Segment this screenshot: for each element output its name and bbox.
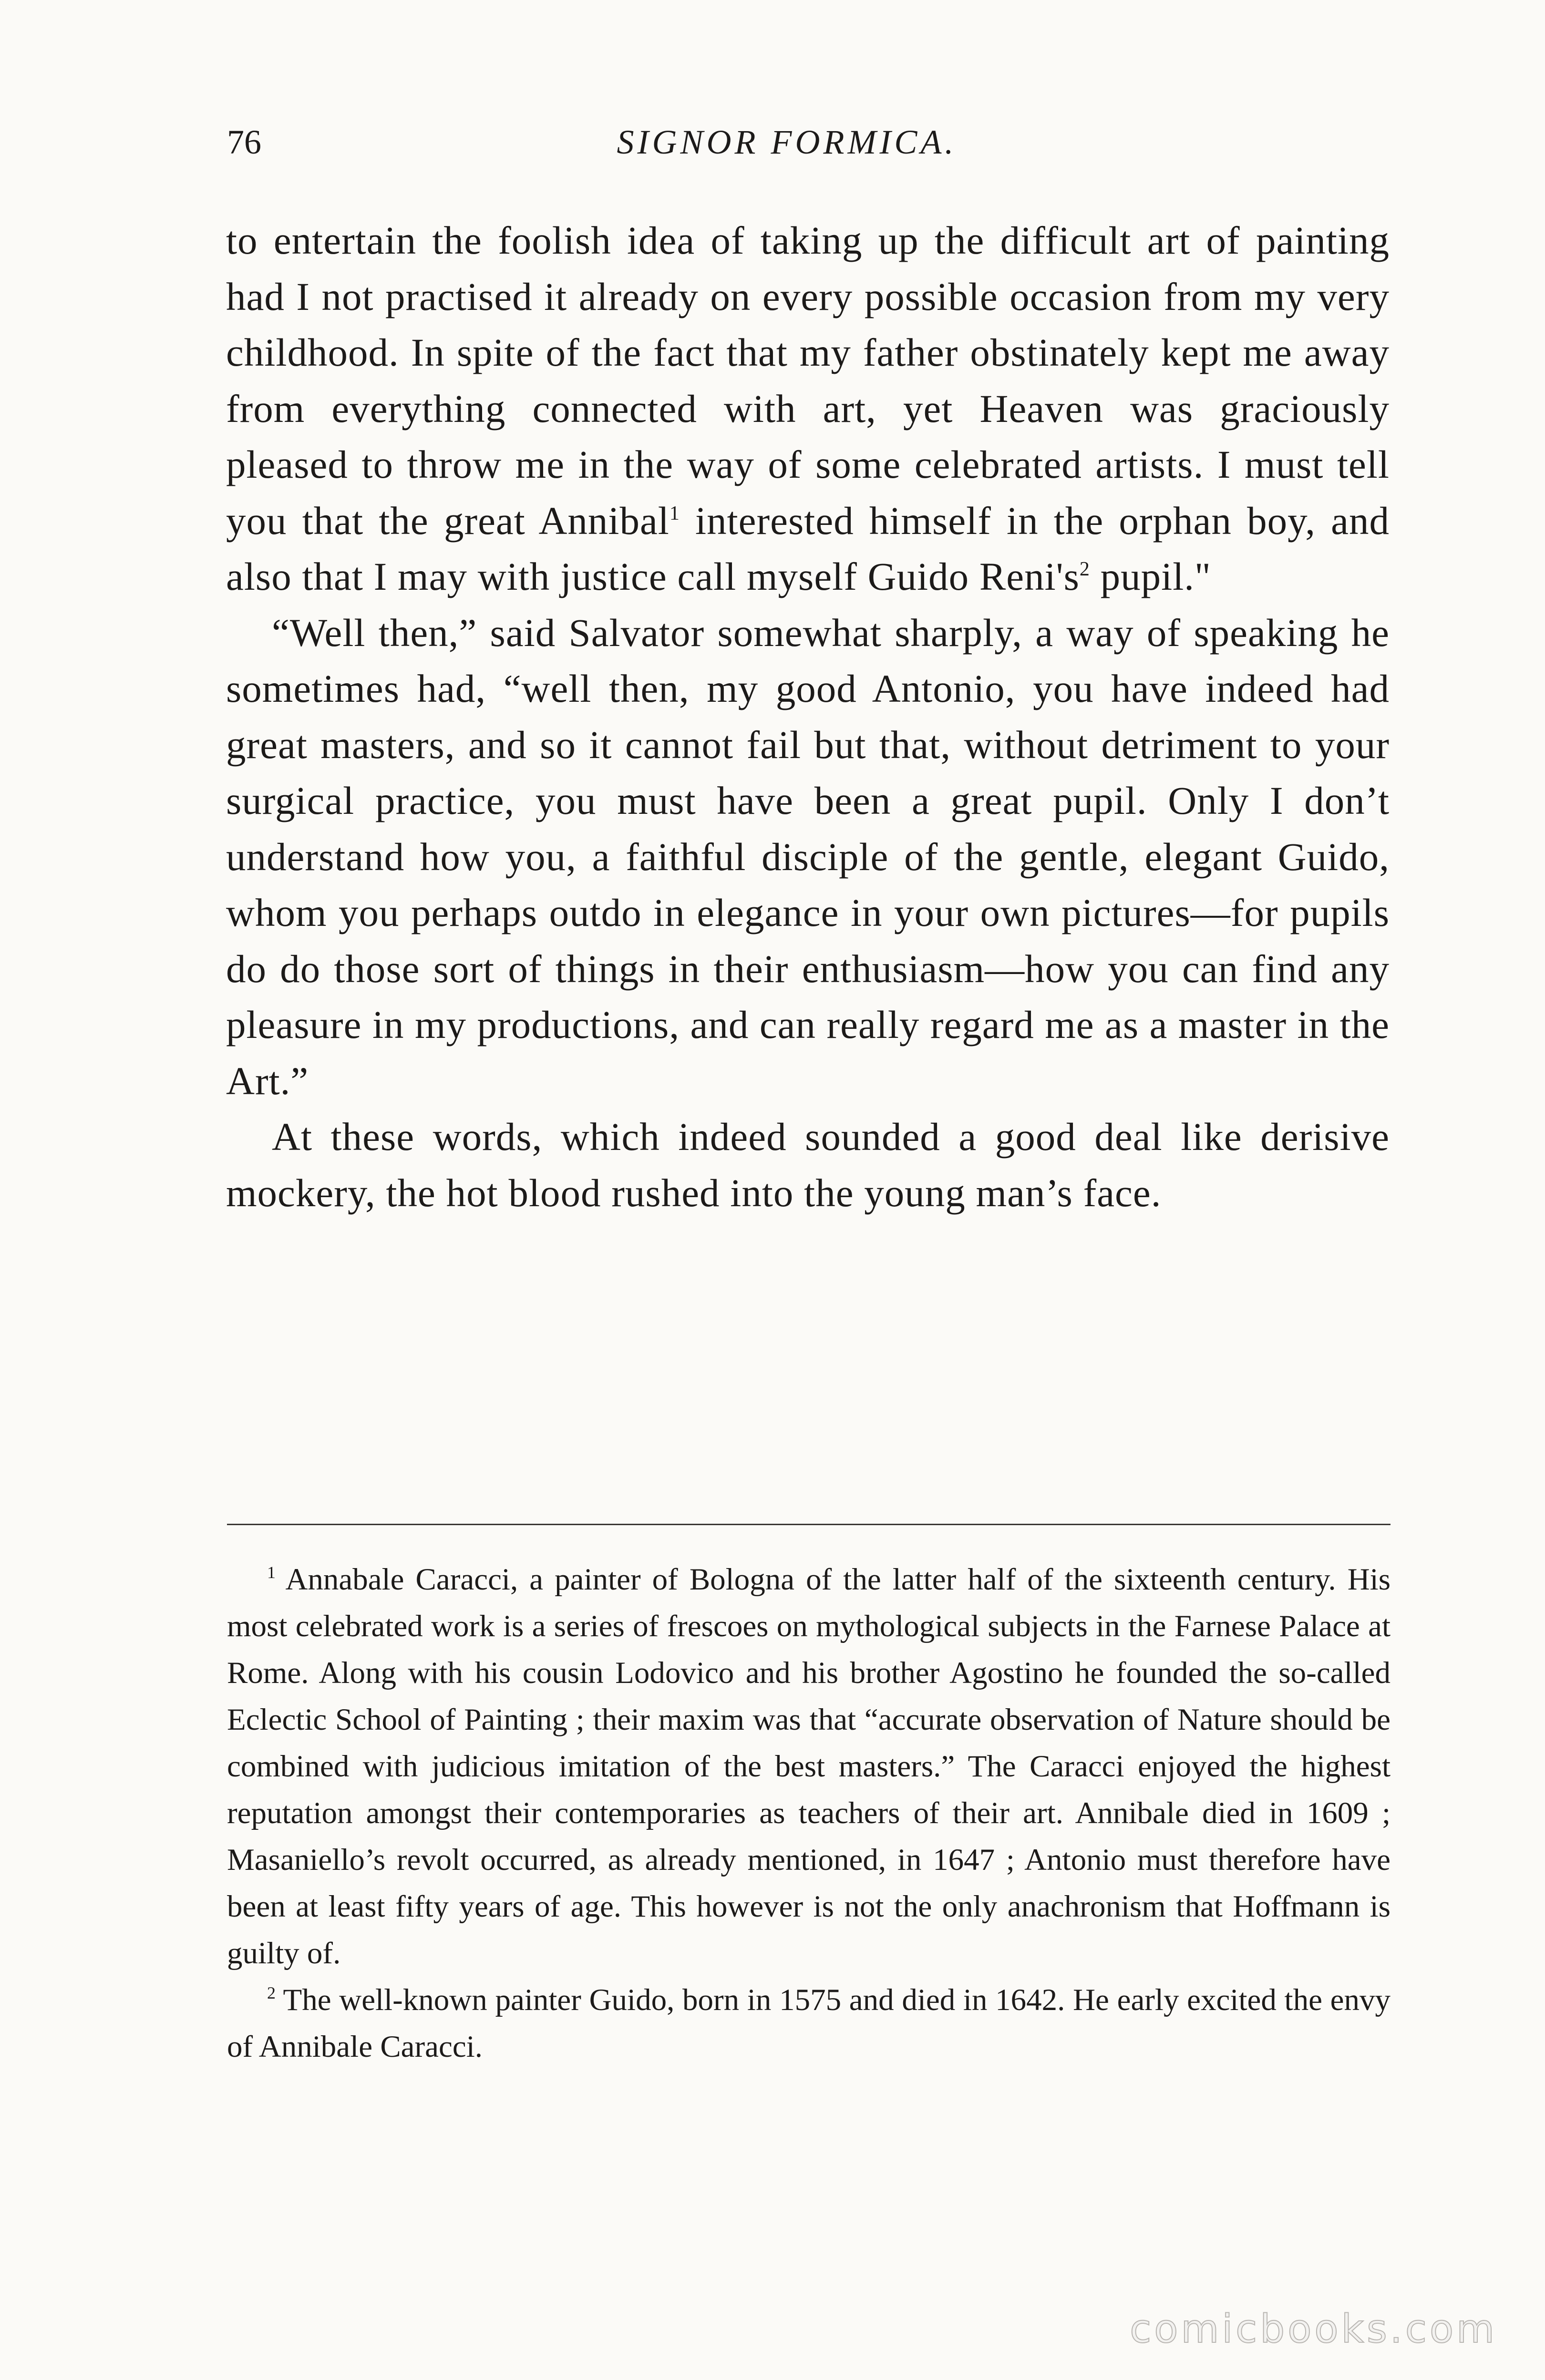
footnote — [227, 1977, 1390, 2070]
paragraph: At these words, which indeed sounded a good deal like derisive mockery, the hot blood rushed into the young man’s face. — [226, 1115, 1390, 1215]
paragraph-text: to entertain the foolish idea of taking up the difficult art of painting had I not practised it already on every possible occasion from my very childhood. In spite of the fact that my father obstinately kept me away from everything connected with art, yet Heaven was graciously pleased to throw me in the way of some celebrated artists. I must tell you that the great Annibal — [226, 218, 1390, 543]
footnote-text: Annabale Caracci, a painter of Bologna of the latter half of the sixteenth century. His most celebrated work is a series of frescoes on mythological subjects in the Farnese Palace at Rome. Along with his cousin Lodovico and his brother Agostino he founded the so-called Eclectic School of Painting ; their maxim was that “accurate observation of Nature should be combined with judicious imitation of the best masters.” The Caracci enjoyed the highest reputation amongst their contemporaries as teachers of their art. Annibale died in 1609 ; Masaniello’s revolt occurred, as already mentioned, in 1647 ; Antonio must therefore have been at least fifty years of age. This however is not the only anachronism that Hoffmann is guilty of. — [227, 1562, 1390, 1970]
footnote-ref[interactable]: 1 — [669, 502, 680, 524]
footnote-ref[interactable]: 2 — [1079, 558, 1090, 580]
footnote-text: The well-known painter Guido, born in 1575 and died in 1642. He early excited the envy of Annibale Caracci. — [227, 1983, 1390, 2064]
footnote-marker: 1 — [267, 1563, 276, 1582]
paragraph-text: interested himself in the orphan boy, and also that I may with justice call myself Guido Reni's — [226, 498, 1390, 598]
body-text — [226, 213, 1390, 1221]
page-number: 76 — [227, 123, 261, 161]
paragraph — [226, 213, 1390, 605]
footnote — [227, 1556, 1390, 1977]
footnote-divider — [227, 1524, 1390, 1525]
paragraph: “Well then,” said Salvator somewhat sharply, a way of speaking he sometimes had, “well then, my good Antonio, you have indeed had great masters, and so it cannot fail but that, without detriment to your surgical practice, you must have been a great pupil. Only I don’t understand how you, a faithful disciple of the gentle, elegant Guido, whom you perhaps outdo in elegance in your own pictures—for pupils do do those sort of things in their enthusiasm—how you can find any pleasure in my productions, and can really regard me as a master in the Art.” — [226, 610, 1390, 1103]
watermark: comicbooks.com — [1130, 2307, 1497, 2352]
footnote-marker: 2 — [267, 1983, 276, 2002]
footnotes — [227, 1556, 1390, 2070]
running-title: SIGNOR FORMICA. — [617, 123, 957, 161]
paragraph-text: pupil." — [1090, 554, 1211, 598]
